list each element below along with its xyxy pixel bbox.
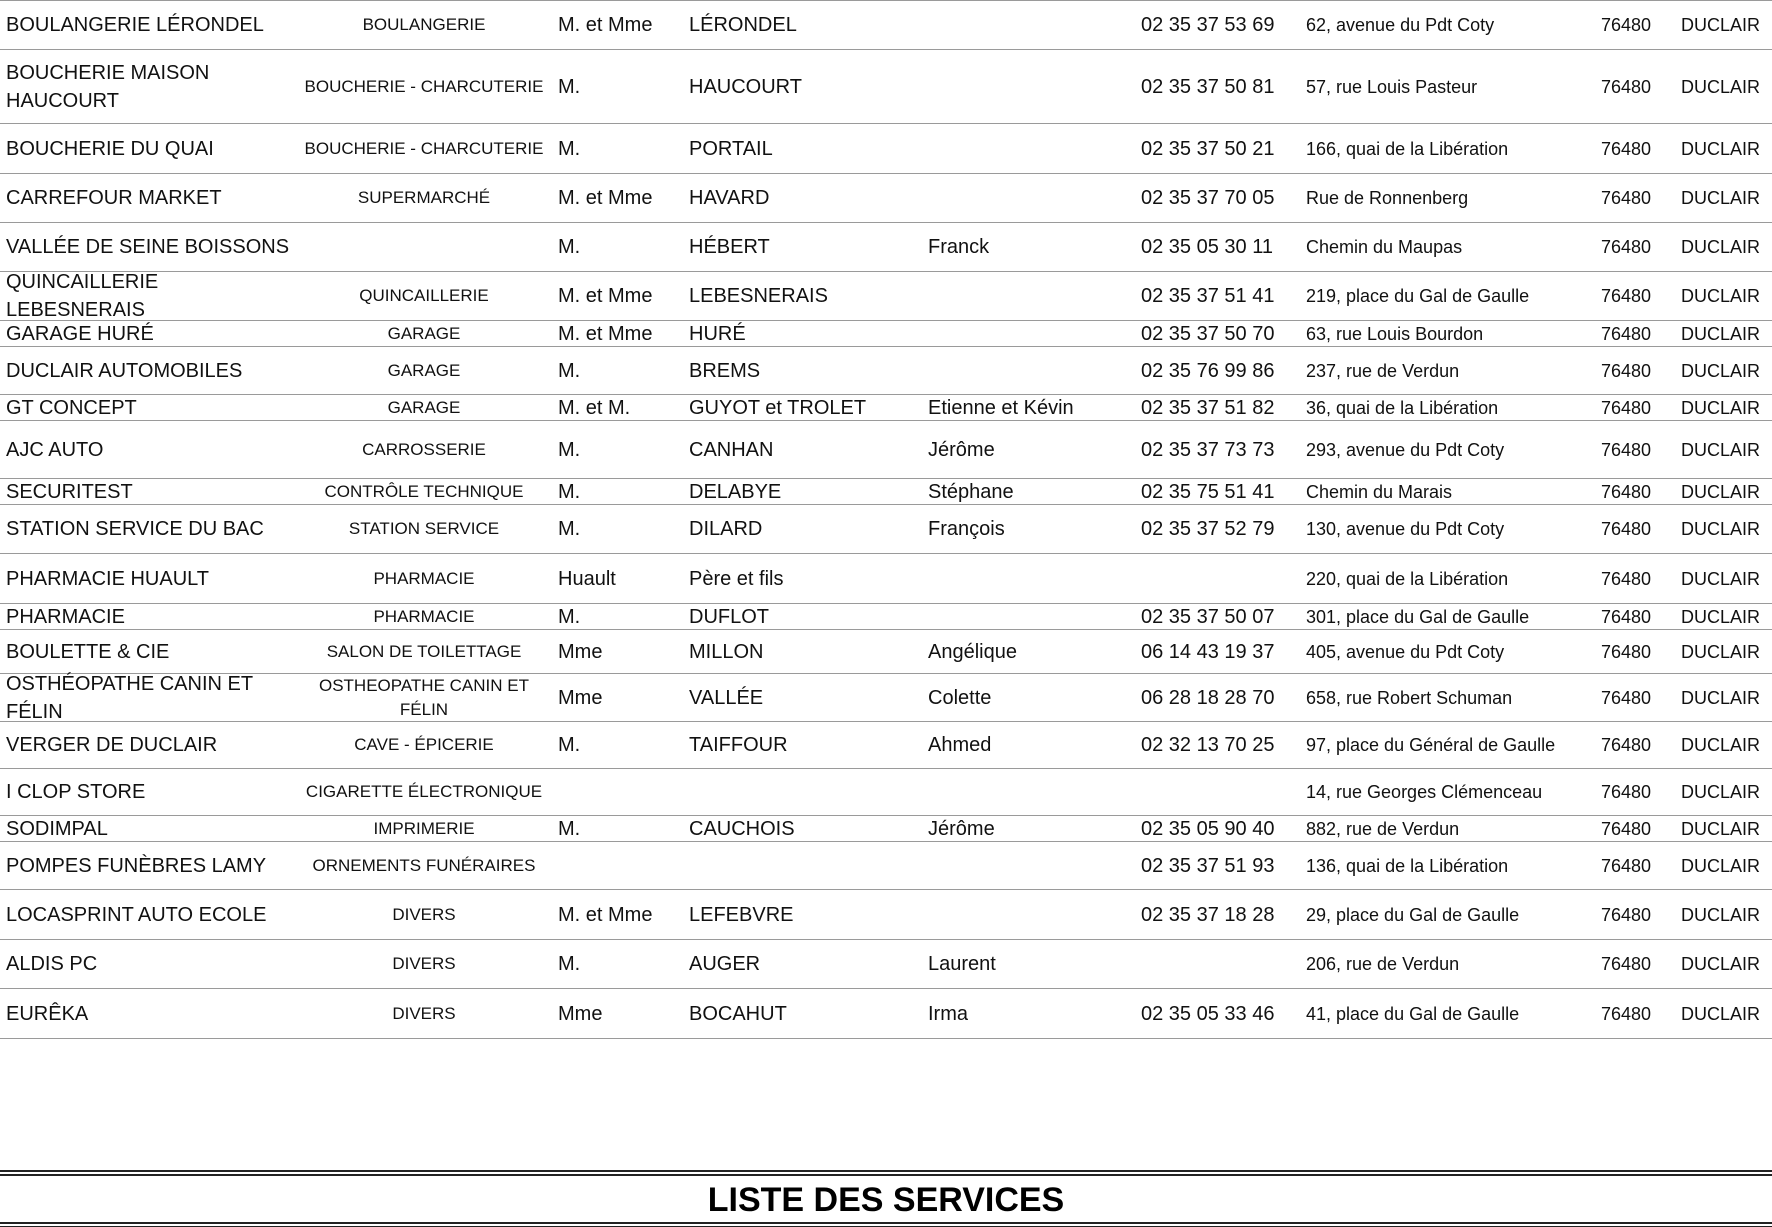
contact-firstname: Franck bbox=[928, 236, 990, 258]
contact-firstname bbox=[928, 124, 1128, 173]
business-category: IMPRIMERIE bbox=[373, 818, 475, 838]
street-address: 882, rue de Verdun bbox=[1306, 818, 1460, 839]
table-row bbox=[0, 630, 1772, 674]
business-category: PHARMACIE bbox=[373, 606, 475, 626]
business-name: VALLÉE DE SEINE BOISSONS bbox=[6, 236, 290, 258]
business-category: GARAGE bbox=[387, 397, 461, 417]
contact-civility: M. bbox=[558, 359, 581, 382]
table-row bbox=[0, 347, 1772, 395]
business-category: CAVE - ÉPICERIE bbox=[354, 735, 494, 754]
contact-firstname bbox=[928, 347, 1128, 394]
phone-number bbox=[1141, 554, 1301, 603]
business-name: ALDIS PC bbox=[6, 953, 98, 975]
table-row bbox=[0, 769, 1772, 816]
contact-firstname bbox=[928, 604, 1128, 629]
contact-lastname: DELABYE bbox=[689, 480, 782, 503]
contact-civility: M. bbox=[558, 480, 581, 503]
contact-lastname: VALLÉE bbox=[689, 686, 764, 709]
city-name: DUCLAIR bbox=[1681, 641, 1761, 662]
phone-number: 02 35 37 51 82 bbox=[1141, 396, 1275, 419]
street-address: 57, rue Louis Pasteur bbox=[1306, 76, 1478, 97]
street-address: 41, place du Gal de Gaulle bbox=[1306, 1003, 1520, 1024]
street-address: Chemin du Marais bbox=[1306, 481, 1453, 502]
business-name: POMPES FUNÈBRES LAMY bbox=[6, 854, 267, 877]
phone-number: 02 35 05 33 46 bbox=[1141, 1002, 1275, 1025]
contact-firstname: Laurent bbox=[928, 953, 996, 975]
contact-civility: M. bbox=[558, 438, 581, 461]
street-address: 136, quai de la Libération bbox=[1306, 855, 1509, 876]
contact-firstname bbox=[928, 1, 1128, 49]
street-address: 220, quai de la Libération bbox=[1306, 568, 1509, 589]
postal-code: 76480 bbox=[1601, 1003, 1652, 1024]
city-name: DUCLAIR bbox=[1681, 237, 1761, 257]
contact-civility: Mme bbox=[558, 1002, 603, 1025]
business-name: STATION SERVICE DU BAC bbox=[6, 518, 264, 540]
city-name: DUCLAIR bbox=[1681, 15, 1761, 35]
contact-civility: M. et Mme bbox=[558, 285, 653, 307]
business-name: GT CONCEPT bbox=[6, 396, 137, 419]
city-name: DUCLAIR bbox=[1681, 954, 1761, 974]
city-name: DUCLAIR bbox=[1681, 76, 1761, 97]
contact-civility: M. bbox=[558, 137, 581, 160]
postal-code: 76480 bbox=[1601, 138, 1652, 159]
street-address: 36, quai de la Libération bbox=[1306, 397, 1499, 418]
postal-code: 76480 bbox=[1601, 76, 1652, 97]
phone-number: 02 35 37 50 70 bbox=[1141, 322, 1275, 345]
contact-lastname: HÉBERT bbox=[689, 236, 770, 258]
city-name: DUCLAIR bbox=[1681, 138, 1761, 159]
table-row bbox=[0, 174, 1772, 223]
street-address: 62, avenue du Pdt Coty bbox=[1306, 15, 1495, 35]
contact-civility: M. bbox=[558, 953, 581, 975]
street-address: Chemin du Maupas bbox=[1306, 237, 1463, 257]
business-category: GARAGE bbox=[387, 323, 461, 343]
contact-lastname: DUFLOT bbox=[689, 605, 769, 628]
phone-number: 02 35 75 51 41 bbox=[1141, 480, 1275, 503]
contact-lastname: BOCAHUT bbox=[689, 1002, 787, 1025]
business-name: PHARMACIE bbox=[6, 605, 125, 628]
business-category: CONTRÔLE TECHNIQUE bbox=[324, 481, 524, 501]
city-name: DUCLAIR bbox=[1681, 519, 1761, 539]
phone-number: 02 35 37 52 79 bbox=[1141, 518, 1275, 540]
contact-civility: M. et Mme bbox=[558, 322, 653, 345]
contact-civility: M. et M. bbox=[558, 396, 631, 419]
contact-lastname: LEFEBVRE bbox=[689, 903, 794, 926]
business-name: QUINCAILLERIE LEBESNERAIS bbox=[6, 271, 159, 321]
business-name: EURÊKA bbox=[6, 1002, 89, 1025]
contact-civility: Mme bbox=[558, 640, 603, 663]
street-address: 166, quai de la Libération bbox=[1306, 138, 1509, 159]
contact-lastname: DILARD bbox=[689, 518, 763, 540]
table-row bbox=[0, 842, 1772, 890]
phone-number: 02 35 37 51 93 bbox=[1141, 854, 1275, 877]
contact-civility: Mme bbox=[558, 686, 603, 709]
city-name: DUCLAIR bbox=[1681, 687, 1761, 708]
business-name: PHARMACIE HUAULT bbox=[6, 567, 209, 590]
business-name: BOULETTE & CIE bbox=[6, 640, 170, 663]
phone-number: 02 35 37 50 81 bbox=[1141, 75, 1275, 98]
business-name: BOUCHERIE DU QUAI bbox=[6, 137, 214, 160]
business-category: BOULANGERIE bbox=[362, 15, 486, 34]
phone-number: 02 35 37 53 69 bbox=[1141, 14, 1275, 36]
contact-firstname bbox=[928, 554, 1128, 603]
business-category: SUPERMARCHÉ bbox=[357, 188, 491, 207]
business-category: CIGARETTE ÉLECTRONIQUE bbox=[305, 782, 543, 801]
contact-firstname bbox=[928, 842, 1128, 889]
business-category: CARROSSERIE bbox=[362, 439, 486, 459]
city-name: DUCLAIR bbox=[1681, 782, 1761, 802]
contact-firstname: François bbox=[928, 518, 1005, 540]
contact-firstname bbox=[928, 50, 1128, 123]
business-name: GARAGE HURÉ bbox=[6, 322, 154, 345]
table-row bbox=[0, 272, 1772, 321]
phone-number: 02 35 37 50 21 bbox=[1141, 137, 1275, 160]
city-name: DUCLAIR bbox=[1681, 188, 1761, 208]
contact-lastname: BREMS bbox=[689, 359, 761, 382]
business-name: OSTHÉOPATHE CANIN ET FÉLIN bbox=[6, 672, 253, 723]
table-row bbox=[0, 722, 1772, 769]
phone-number: 06 14 43 19 37 bbox=[1141, 640, 1275, 663]
contact-civility: M. bbox=[558, 518, 581, 540]
phone-number: 02 35 37 70 05 bbox=[1141, 187, 1275, 209]
business-category: PHARMACIE bbox=[373, 568, 475, 588]
business-name: VERGER DE DUCLAIR bbox=[6, 734, 218, 756]
street-address: 14, rue Georges Clémenceau bbox=[1306, 782, 1543, 802]
street-address: 97, place du Général de Gaulle bbox=[1306, 735, 1556, 755]
city-name: DUCLAIR bbox=[1681, 568, 1761, 589]
contact-lastname: HAUCOURT bbox=[689, 75, 802, 98]
phone-number: 02 35 76 99 86 bbox=[1141, 359, 1275, 382]
double-rule-top bbox=[0, 1170, 1772, 1176]
street-address: 63, rue Louis Bourdon bbox=[1306, 323, 1484, 344]
street-address: 206, rue de Verdun bbox=[1306, 954, 1460, 974]
table-row bbox=[0, 50, 1772, 124]
contact-lastname: HURÉ bbox=[689, 322, 746, 345]
contact-firstname: Jérôme bbox=[928, 817, 995, 840]
street-address: 237, rue de Verdun bbox=[1306, 360, 1460, 381]
table-row bbox=[0, 604, 1772, 630]
city-name: DUCLAIR bbox=[1681, 855, 1761, 876]
postal-code: 76480 bbox=[1601, 855, 1652, 876]
business-category: GARAGE bbox=[387, 360, 461, 380]
postal-code: 76480 bbox=[1601, 735, 1652, 755]
contact-firstname bbox=[928, 890, 1128, 939]
city-name: DUCLAIR bbox=[1681, 397, 1761, 418]
section-title: LISTE DES SERVICES bbox=[707, 1181, 1065, 1219]
street-address: 130, avenue du Pdt Coty bbox=[1306, 519, 1505, 539]
contact-firstname: Angélique bbox=[928, 640, 1017, 663]
business-name: AJC AUTO bbox=[6, 438, 104, 461]
contact-lastname: PORTAIL bbox=[689, 137, 773, 160]
city-name: DUCLAIR bbox=[1681, 606, 1761, 627]
table-row bbox=[0, 124, 1772, 174]
table-row bbox=[0, 479, 1772, 505]
contact-civility: M. et Mme bbox=[558, 903, 653, 926]
table-row bbox=[0, 940, 1772, 989]
business-category: STATION SERVICE bbox=[348, 519, 500, 538]
contact-firstname bbox=[928, 272, 1128, 320]
city-name: DUCLAIR bbox=[1681, 360, 1761, 381]
postal-code: 76480 bbox=[1601, 818, 1652, 839]
business-name: CARREFOUR MARKET bbox=[6, 187, 222, 209]
contact-firstname: Jérôme bbox=[928, 438, 995, 461]
postal-code: 76480 bbox=[1601, 687, 1652, 708]
phone-number: 02 35 05 90 40 bbox=[1141, 817, 1275, 840]
city-name: DUCLAIR bbox=[1681, 818, 1761, 839]
table-row bbox=[0, 421, 1772, 479]
street-address: 658, rue Robert Schuman bbox=[1306, 687, 1513, 708]
contact-civility: M. bbox=[558, 236, 581, 258]
postal-code: 76480 bbox=[1601, 397, 1652, 418]
postal-code: 76480 bbox=[1601, 323, 1652, 344]
phone-number: 02 32 13 70 25 bbox=[1141, 734, 1275, 756]
business-category: ORNEMENTS FUNÉRAIRES bbox=[312, 855, 536, 875]
contact-lastname: LÉRONDEL bbox=[689, 14, 797, 36]
contact-civility bbox=[558, 769, 688, 815]
contact-firstname: Ahmed bbox=[928, 734, 992, 756]
phone-number bbox=[1141, 940, 1301, 988]
postal-code: 76480 bbox=[1601, 904, 1652, 925]
city-name: DUCLAIR bbox=[1681, 286, 1761, 306]
business-name: I CLOP STORE bbox=[6, 781, 146, 803]
contact-civility: Huault bbox=[558, 567, 616, 590]
street-address: 219, place du Gal de Gaulle bbox=[1306, 286, 1530, 306]
business-category: QUINCAILLERIE bbox=[359, 286, 489, 305]
contact-lastname: AUGER bbox=[689, 953, 761, 975]
postal-code: 76480 bbox=[1601, 439, 1652, 460]
contact-firstname bbox=[928, 321, 1128, 346]
business-name: BOUCHERIE MAISON HAUCOURT bbox=[6, 61, 210, 112]
postal-code: 76480 bbox=[1601, 954, 1652, 974]
phone-number: 02 35 37 18 28 bbox=[1141, 903, 1275, 926]
postal-code: 76480 bbox=[1601, 519, 1652, 539]
business-category: OSTHEOPATHE CANIN ET FÉLIN bbox=[318, 675, 529, 719]
city-name: DUCLAIR bbox=[1681, 904, 1761, 925]
business-category: DIVERS bbox=[392, 904, 456, 924]
contact-firstname: Irma bbox=[928, 1002, 968, 1025]
contact-firstname: Etienne et Kévin bbox=[928, 396, 1074, 419]
postal-code: 76480 bbox=[1601, 237, 1652, 257]
business-category: DIVERS bbox=[392, 954, 456, 973]
contact-civility bbox=[558, 842, 688, 889]
street-address: 405, avenue du Pdt Coty bbox=[1306, 641, 1505, 662]
postal-code: 76480 bbox=[1601, 286, 1652, 306]
phone-number: 06 28 18 28 70 bbox=[1141, 686, 1275, 709]
contact-lastname: CAUCHOIS bbox=[689, 817, 795, 840]
postal-code: 76480 bbox=[1601, 641, 1652, 662]
street-address: 301, place du Gal de Gaulle bbox=[1306, 606, 1530, 627]
contact-civility: M. bbox=[558, 75, 581, 98]
contact-firstname: Stéphane bbox=[928, 480, 1014, 503]
business-name: BOULANGERIE LÉRONDEL bbox=[6, 14, 264, 36]
contact-lastname bbox=[689, 842, 919, 889]
postal-code: 76480 bbox=[1601, 568, 1652, 589]
business-name: DUCLAIR AUTOMOBILES bbox=[6, 359, 243, 382]
table-row bbox=[0, 223, 1772, 272]
contact-lastname: LEBESNERAIS bbox=[689, 285, 828, 307]
phone-number bbox=[1141, 769, 1301, 815]
business-category: DIVERS bbox=[392, 1003, 456, 1023]
table-row bbox=[0, 674, 1772, 722]
table-row bbox=[0, 816, 1772, 842]
table-row bbox=[0, 0, 1772, 50]
city-name: DUCLAIR bbox=[1681, 1003, 1761, 1024]
street-address: 29, place du Gal de Gaulle bbox=[1306, 904, 1520, 925]
table-row bbox=[0, 321, 1772, 347]
table-row bbox=[0, 505, 1772, 554]
double-rule-bottom bbox=[0, 1222, 1772, 1227]
city-name: DUCLAIR bbox=[1681, 481, 1761, 502]
contact-civility: M. bbox=[558, 605, 581, 628]
contact-lastname: CANHAN bbox=[689, 438, 774, 461]
postal-code: 76480 bbox=[1601, 606, 1652, 627]
street-address: Rue de Ronnenberg bbox=[1306, 188, 1469, 208]
business-category: BOUCHERIE - CHARCUTERIE bbox=[304, 76, 544, 96]
table-row bbox=[0, 554, 1772, 604]
street-address: 293, avenue du Pdt Coty bbox=[1306, 439, 1505, 460]
contact-lastname: MILLON bbox=[689, 640, 764, 663]
contact-firstname: Colette bbox=[928, 686, 992, 709]
phone-number: 02 35 37 73 73 bbox=[1141, 438, 1275, 461]
contact-firstname bbox=[928, 174, 1128, 222]
business-name: SODIMPAL bbox=[6, 817, 108, 840]
contact-civility: M. bbox=[558, 817, 581, 840]
business-category: SALON DE TOILETTAGE bbox=[326, 641, 522, 661]
postal-code: 76480 bbox=[1601, 15, 1652, 35]
table-row bbox=[0, 395, 1772, 421]
phone-number: 02 35 37 51 41 bbox=[1141, 285, 1275, 307]
business-name: SECURITEST bbox=[6, 480, 133, 503]
city-name: DUCLAIR bbox=[1681, 735, 1761, 755]
postal-code: 76480 bbox=[1601, 360, 1652, 381]
contact-lastname bbox=[689, 769, 919, 815]
postal-code: 76480 bbox=[1601, 188, 1652, 208]
contact-civility: M. et Mme bbox=[558, 187, 653, 209]
contact-lastname: HAVARD bbox=[689, 187, 770, 209]
contact-lastname: GUYOT et TROLET bbox=[689, 396, 867, 419]
city-name: DUCLAIR bbox=[1681, 439, 1761, 460]
postal-code: 76480 bbox=[1601, 481, 1652, 502]
table-row bbox=[0, 989, 1772, 1039]
contact-lastname: TAIFFOUR bbox=[689, 734, 788, 756]
contact-firstname bbox=[928, 769, 1128, 815]
contact-civility: M. bbox=[558, 734, 581, 756]
business-category: BOUCHERIE - CHARCUTERIE bbox=[304, 138, 544, 158]
postal-code: 76480 bbox=[1601, 782, 1652, 802]
business-category bbox=[296, 223, 552, 271]
contact-civility: M. et Mme bbox=[558, 14, 653, 36]
contact-lastname: Père et fils bbox=[689, 567, 784, 590]
table-row bbox=[0, 890, 1772, 940]
phone-number: 02 35 05 30 11 bbox=[1141, 236, 1273, 258]
business-name: LOCASPRINT AUTO ECOLE bbox=[6, 903, 267, 926]
phone-number: 02 35 37 50 07 bbox=[1141, 605, 1275, 628]
city-name: DUCLAIR bbox=[1681, 323, 1761, 344]
